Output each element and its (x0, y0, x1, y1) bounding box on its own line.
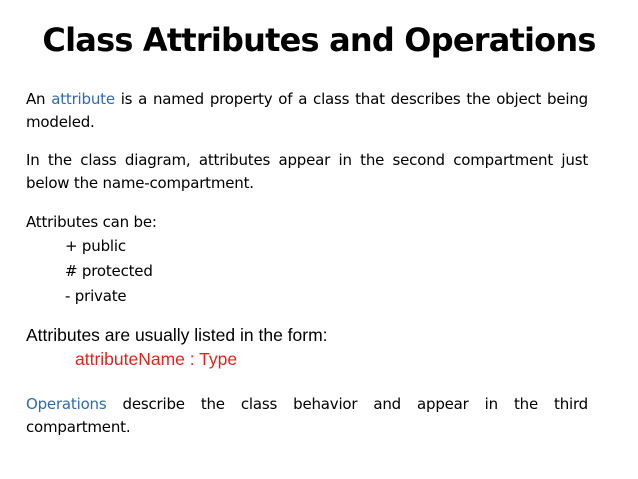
attribute-definition-paragraph (26, 88, 588, 134)
attribute-prefix: An (26, 90, 52, 108)
visibility-item-public: + public (65, 237, 126, 255)
visibility-item-private: - private (65, 287, 127, 305)
operations-keyword: Operations (26, 395, 107, 413)
attribute-form-example: attributeName : Type (75, 349, 238, 369)
visibility-item-protected: # protected (65, 262, 153, 280)
attribute-keyword: attribute (51, 90, 115, 108)
visibility-heading: Attributes can be: (26, 213, 157, 231)
operations-text: describe the class behavior and appear in the third compartment. (26, 395, 588, 436)
class-diagram-paragraph: In the class diagram, attributes appear in the second compartment just below the name-compartment. (26, 151, 588, 192)
attribute-form-intro: Attributes are usually listed in the form: (26, 325, 328, 345)
operations-paragraph (26, 393, 588, 439)
attribute-definition-text: is a named property of a class that describes the object being modeled. (26, 90, 588, 131)
slide-title: Class Attributes and Operations (42, 21, 596, 59)
